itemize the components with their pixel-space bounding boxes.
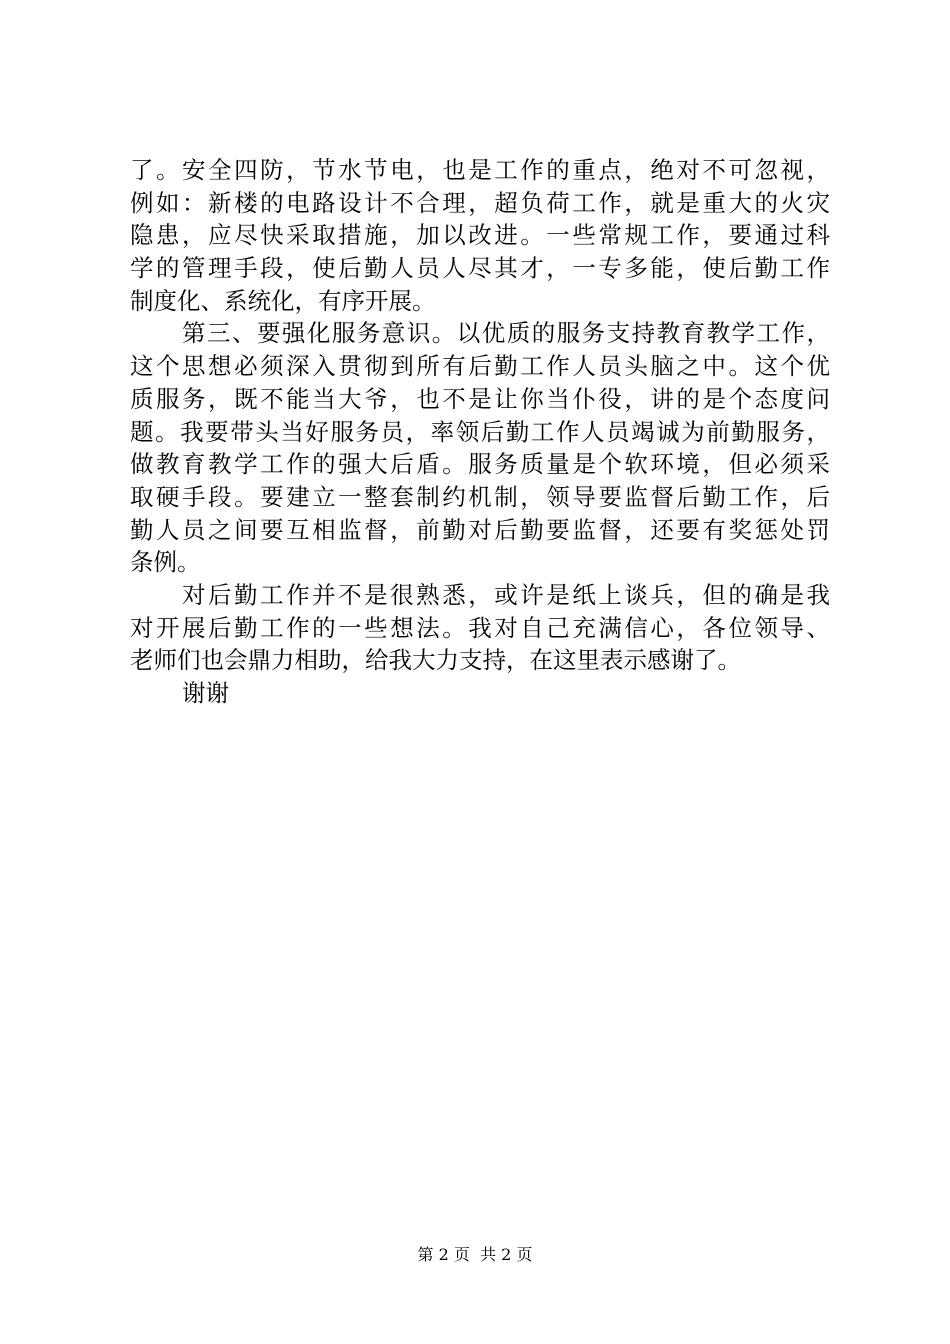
paragraph-closing [130, 579, 830, 677]
text-line: 例如：新楼的电路设计不合理，超负荷工作，就是重大的火灾 [130, 188, 830, 217]
text-line: 题。我要带头当好服务员，率领后勤工作人员竭诚为前勤服务， [130, 417, 830, 446]
page-number-footer: 第 2 页 共 2 页 [417, 1245, 533, 1264]
text-line: 对后勤工作并不是很熟悉，或许是纸上谈兵，但的确是我 [182, 580, 830, 609]
paragraph-safety [130, 154, 830, 317]
text-line: 这个思想必须深入贯彻到所有后勤工作人员头脑之中。这个优 [130, 352, 830, 381]
text-line: 条例。 [130, 548, 201, 577]
text-line: 勤人员之间要互相监督，前勤对后勤要监督，还要有奖惩处罚 [130, 515, 830, 544]
document-body [130, 154, 830, 710]
text-line: 做教育教学工作的强大后盾。服务质量是个软环境，但必须采 [130, 450, 830, 479]
paragraph-service-awareness [130, 317, 830, 579]
text-line: 质服务，既不能当大爷，也不是让你当仆役，讲的是个态度问 [130, 384, 830, 413]
paragraph-thanks [130, 677, 830, 710]
text-line: 学的管理手段，使后勤人员人尽其才，一专多能，使后勤工作 [130, 254, 830, 283]
text-line: 老师们也会鼎力相助，给我大力支持，在这里表示感谢了。 [130, 646, 741, 675]
text-line: 取硬手段。要建立一整套制约机制，领导要监督后勤工作，后 [130, 482, 830, 511]
text-line: 第三、要强化服务意识。以优质的服务支持教育教学工作， [182, 319, 830, 348]
text-line: 制度化、系统化，有序开展。 [130, 286, 436, 315]
text-line: 谢谢 [182, 679, 229, 707]
text-line: 了。安全四防，节水节电，也是工作的重点，绝对不可忽视， [130, 156, 830, 184]
text-line: 隐患，应尽快采取措施，加以改进。一些常规工作，要通过科 [130, 221, 830, 250]
text-line: 对开展后勤工作的一些想法。我对自己充满信心，各位领导、 [130, 613, 830, 642]
